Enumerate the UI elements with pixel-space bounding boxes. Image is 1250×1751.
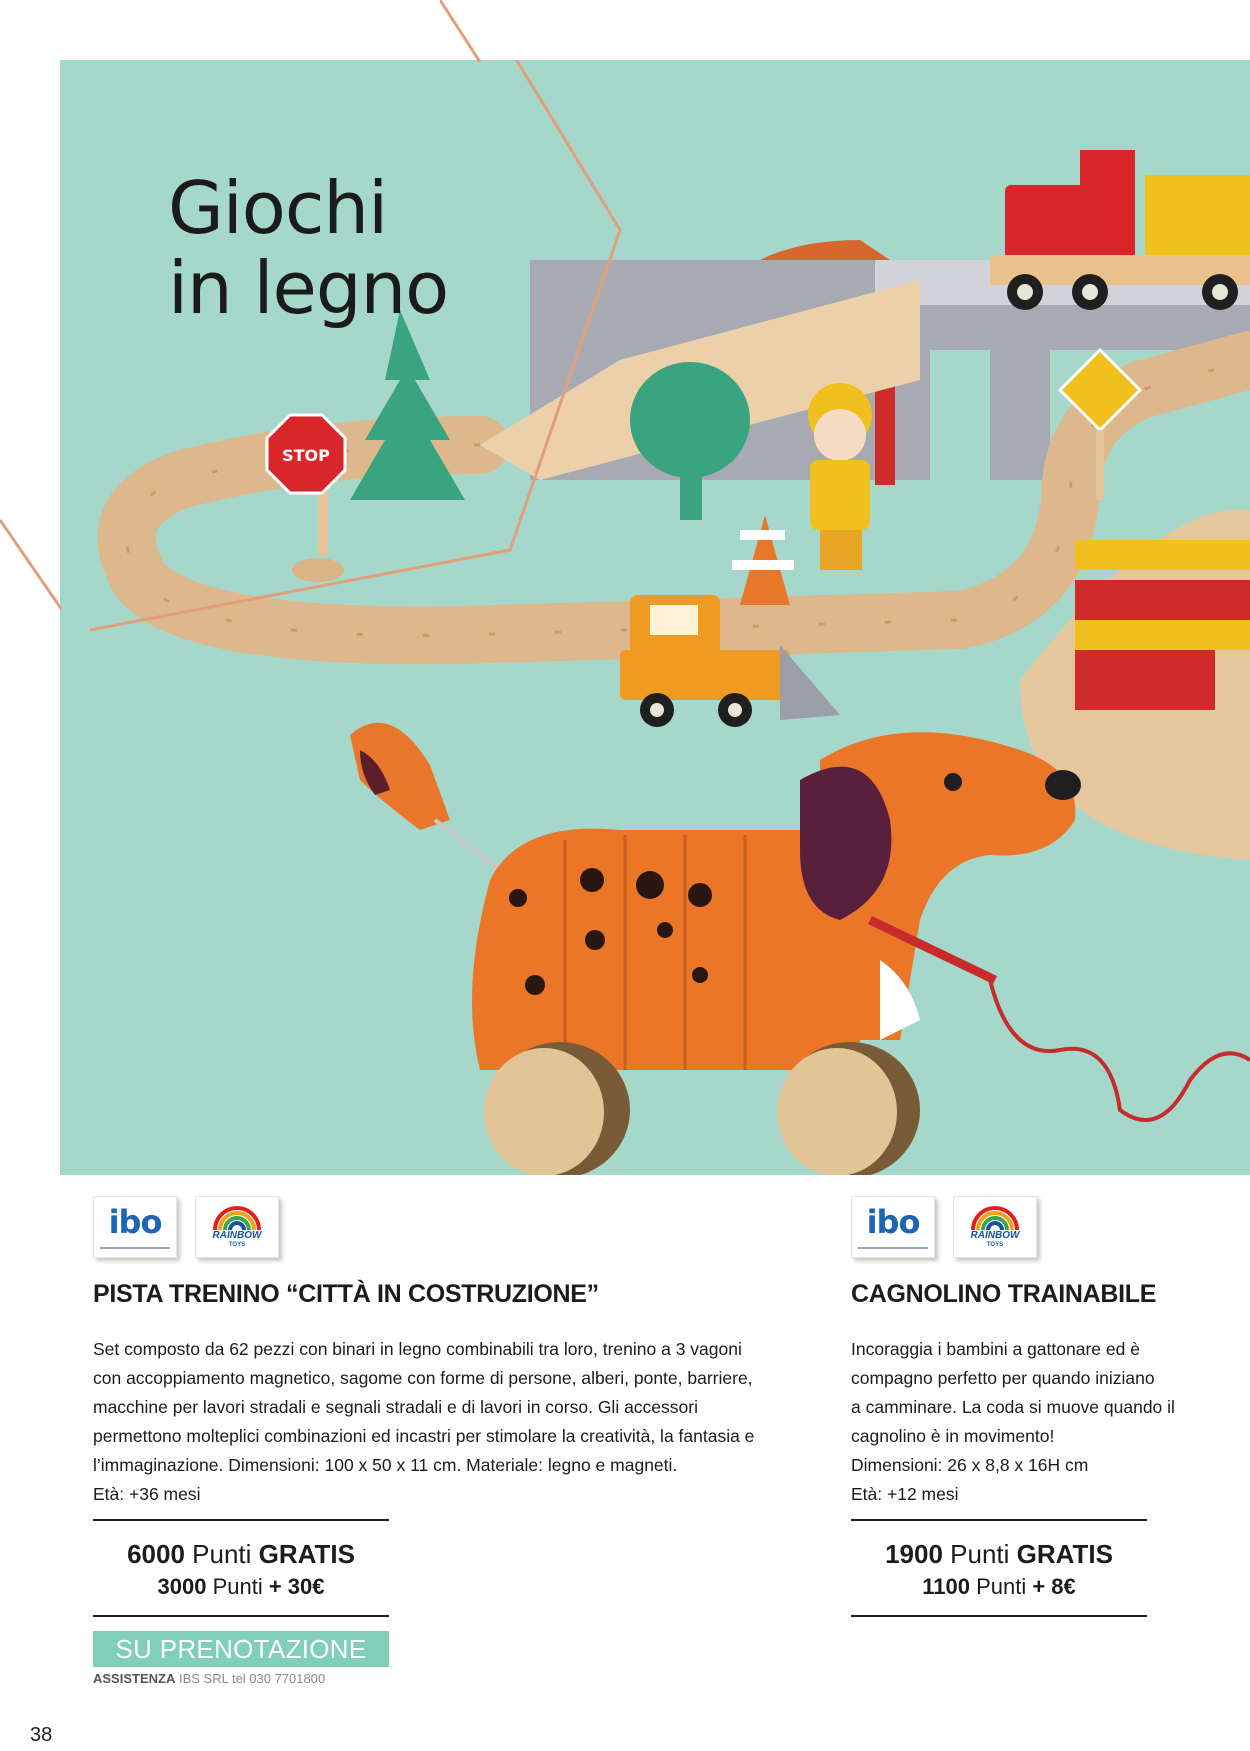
product-age: Età: +36 mesi [93,1484,201,1504]
assist-label: ASSISTENZA [93,1671,176,1686]
description-line: l’immaginazione. Dimensioni: 100 x 50 x 11 cm. Materiale: legno e magneti. [93,1455,678,1475]
assist-text: IBS SRL tel 030 7701800 [178,1671,326,1686]
price-free: GRATIS [1016,1539,1113,1569]
divider [93,1615,389,1617]
price-points-label: Punti [192,1539,252,1569]
assistance-footer [93,1671,325,1686]
ibo-logo [93,1196,177,1258]
price-block [851,1537,1147,1603]
divider [851,1615,1147,1617]
description-line: con accoppiamento magnetico, sagome con forme di persone, alberi, ponte, barriere, [93,1368,753,1388]
rainbow-logo-sub: TOYS [228,1242,246,1248]
rainbow-logo-text: RAINBOW [970,1230,1020,1241]
price-alt-label: Punti [212,1574,263,1599]
price-alt-points: 1100 [922,1574,970,1599]
price-points: 1900 [885,1539,943,1569]
price-alt-extra: + 8€ [1032,1574,1076,1599]
ibo-logo-text: ibo [866,1203,920,1241]
price-points-label: Punti [950,1539,1010,1569]
brand-logos [93,1196,765,1258]
product-title: PISTA TRENINO “CITTÀ IN COSTRUZIONE” [93,1280,599,1308]
page-title [168,168,448,328]
hero-banner [60,60,1250,1175]
hexagon-outline-left-decoration [0,480,62,1080]
description-line: permettono molteplici combinazioni ed incastri per stimolare la creatività, la fantasia e [93,1426,755,1446]
page-number: 38 [30,1724,53,1746]
divider [851,1519,1147,1521]
rainbow-toys-logo [953,1196,1037,1258]
description-line: cagnolino è in movimento! [851,1426,1055,1446]
product-pull-dog [851,1196,1187,1617]
product-description [851,1335,1187,1509]
ibo-logo-text: ibo [108,1203,162,1241]
price-free: GRATIS [258,1539,355,1569]
product-train-track [93,1196,765,1667]
description-line: a camminare. La coda si muove quando il [851,1397,1175,1417]
description-line: Incoraggia i bambini a gattonare ed è [851,1339,1140,1359]
brand-logos [851,1196,1187,1258]
rainbow-icon [970,1203,1020,1231]
product-title: CAGNOLINO TRAINABILE [851,1280,1157,1308]
stop-sign-text: STOP [282,446,330,465]
price-points: 6000 [127,1539,185,1569]
product-age: Età: +12 mesi [851,1484,959,1504]
price-alt-extra: + 30€ [268,1574,325,1599]
rainbow-logo-text: RAINBOW [212,1230,262,1241]
description-line: macchine per lavori stradali e segnali stradali e di lavori in corso. Gli accessori [93,1397,698,1417]
description-line: Set composto da 62 pezzi con binari in legno combinabili tra loro, trenino a 3 vagoni [93,1339,742,1359]
ibo-logo [851,1196,935,1258]
booking-badge: SU PRENOTAZIONE [93,1631,389,1667]
rainbow-icon [212,1203,262,1231]
rainbow-toys-logo [195,1196,279,1258]
hexagon-outline-top-decoration [440,0,560,62]
product-description [93,1335,765,1509]
divider [93,1519,389,1521]
price-alt-points: 3000 [157,1574,207,1599]
description-line: compagno perfetto per quando iniziano [851,1368,1155,1388]
rainbow-logo-sub: TOYS [986,1242,1004,1248]
price-alt-label: Punti [976,1574,1027,1599]
title-line-1: Giochi [168,166,388,250]
price-block [93,1537,389,1603]
title-line-2: in legno [168,246,449,330]
product-dimensions: Dimensioni: 26 x 8,8 x 16H cm [851,1455,1089,1475]
